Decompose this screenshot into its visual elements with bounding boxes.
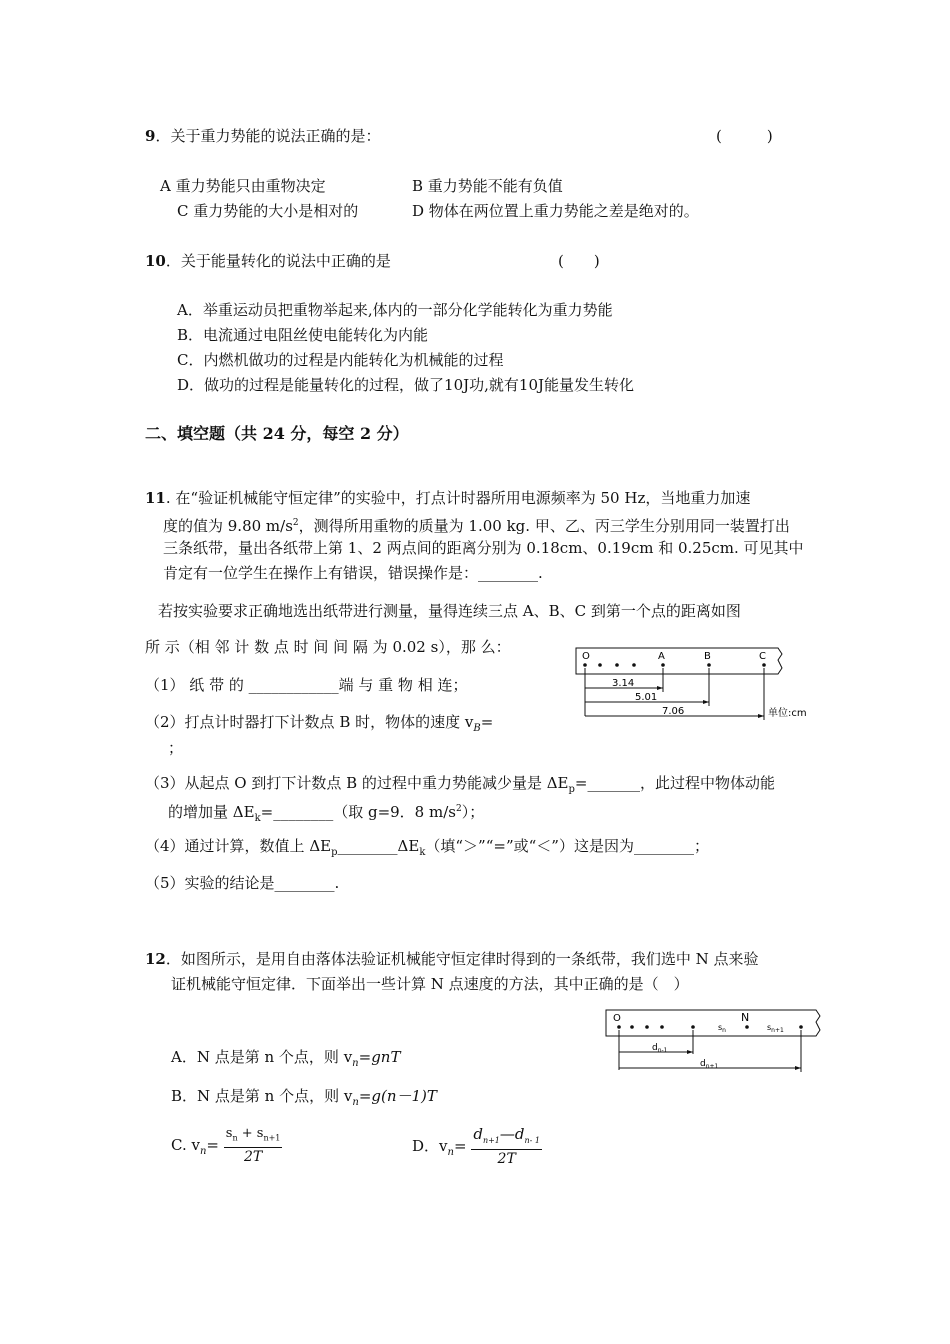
- subscript: n-1: [657, 1047, 668, 1054]
- q11-part3: [145, 773, 775, 800]
- arrowhead: [795, 1066, 801, 1070]
- q10-text: ．关于能量转化的说法中正确的是: [165, 252, 391, 270]
- q9-option-a: A 重力势能只由重物决定: [160, 177, 326, 195]
- numerator: [224, 1126, 283, 1148]
- num-plus-s: + s: [237, 1126, 264, 1141]
- denominator: 2T: [243, 1148, 263, 1165]
- q9-text: ．关于重力势能的说法正确的是：: [155, 127, 381, 145]
- q11-line1: [145, 488, 750, 508]
- q12-option-c-label: C. v: [171, 1135, 200, 1154]
- q11-part2-eq: =: [480, 713, 494, 731]
- arrowhead: [703, 700, 709, 704]
- q11-text-2b: ，测得所用重物的质量为 1.00 kg. 甲、乙、丙三学生分别用同一装置打出: [298, 517, 790, 535]
- dim-label-ab: 3.14: [612, 678, 635, 689]
- numerator: [471, 1126, 542, 1150]
- tape-dot: [615, 663, 619, 667]
- q9-stem: [145, 126, 380, 146]
- tape-dot: [660, 1025, 664, 1029]
- q11-line3: 三条纸带，量出各纸带上第 1、2 两点间的距离分别为 0.18cm、0.19cm 和 0.25cm. 可见其中: [163, 539, 804, 557]
- tape-dot: [583, 663, 587, 667]
- q11-part3-b: =_______，此过程中物体动能: [574, 774, 775, 792]
- arrowhead: [657, 686, 663, 690]
- q12-option-a-text: A．N 点是第 n 个点，则 v: [171, 1048, 353, 1066]
- q12-line2: 证机械能守恒定律．下面举出一些计算 N 点速度的方法，其中正确的是（ ）: [171, 975, 689, 993]
- superscript: 2: [292, 518, 299, 528]
- subscript: k: [419, 847, 426, 858]
- q12-option-d-label: D．v: [412, 1137, 448, 1155]
- d-letter: d: [652, 1043, 658, 1053]
- s-letter: s: [767, 1023, 772, 1032]
- label-sn: [718, 1023, 726, 1034]
- q10-option-a: A．举重运动员把重物举起来,体内的一部分化学能转化为重力势能: [177, 301, 613, 319]
- q11-part2-end: ；: [168, 739, 184, 757]
- subscript: n: [352, 1058, 359, 1069]
- tape-dot: [762, 663, 766, 667]
- q11-part4-b: ________ΔE: [337, 837, 420, 855]
- q12-option-d-fraction: [471, 1126, 542, 1168]
- tape-dot: [661, 663, 665, 667]
- num-minus-d: —d: [499, 1125, 525, 1143]
- paper-tape: [606, 1010, 820, 1036]
- q11-line4: 肯定有一位学生在操作上有错误，错误操作是：________.: [163, 564, 543, 582]
- q9-option-d: D 物体在两位置上重力势能之差是绝对的。: [412, 202, 699, 220]
- subscript: k: [254, 813, 261, 824]
- subscript: n- 1: [524, 1136, 540, 1145]
- arrowhead: [687, 1050, 693, 1054]
- q11-part4-c: （填“＞”“=”或“＜”）这是因为________；: [425, 837, 709, 855]
- subscript: n: [722, 1027, 726, 1034]
- subscript: n: [199, 1145, 207, 1157]
- q9-option-b: B 重力势能不能有负值: [412, 177, 563, 195]
- q11-part3-e: ）；: [461, 803, 485, 821]
- q11-text-1: . 在“验证机械能守恒定律”的实验中，打点计时器所用电源频率为 50 Hz，当地重力加速: [165, 489, 751, 507]
- q11-part5: （5）实验的结论是________.: [145, 874, 340, 892]
- q12-option-b-formula: =g(n－1)T: [358, 1087, 437, 1105]
- q12-option-b: [171, 1086, 437, 1113]
- section-title: 二、填空题（共 24 分，每空 2 分）: [145, 424, 409, 443]
- subscript: n: [447, 1147, 454, 1158]
- q11-part3-a: （3）从起点 O 到打下计数点 B 的过程中重力势能减少量是 ΔE: [145, 774, 569, 792]
- q12-tape-figure: [602, 1006, 827, 1076]
- label-dn+1: [700, 1059, 719, 1070]
- num-s: s: [225, 1126, 233, 1141]
- q11-part1: （1） 纸 带 的 ____________端 与 重 物 相 连；: [145, 676, 468, 694]
- q11-part3-line2: [168, 799, 484, 829]
- subscript: n+1: [705, 1063, 719, 1070]
- q11-tape-figure: [572, 644, 822, 726]
- q11-part2-text: （2）打点计时器打下计数点 B 时，物体的速度 v: [145, 713, 474, 731]
- label-c: C: [759, 651, 766, 662]
- subscript: n+1: [482, 1136, 500, 1145]
- subscript: n: [232, 1133, 238, 1143]
- paper-tape: [576, 648, 782, 674]
- q12-option-a: [171, 1047, 400, 1074]
- tape-dot: [630, 1025, 634, 1029]
- tape-dot: [799, 1025, 803, 1029]
- unit-label: 单位:cm: [768, 708, 807, 719]
- equals: =: [453, 1137, 467, 1155]
- subscript: n+1: [263, 1133, 281, 1143]
- q12-line1: [145, 949, 759, 969]
- q9-answer-paren: ( ): [716, 127, 773, 145]
- q9-number: 9: [145, 127, 156, 145]
- q11-line5: 若按实验要求正确地选出纸带进行测量，量得连续三点 A、B、C 到第一个点的距离如图: [158, 602, 741, 620]
- dim-label-ob: 5.01: [635, 692, 658, 703]
- q12-option-c-fraction: [224, 1126, 283, 1166]
- q11-number: 11: [145, 489, 166, 507]
- arrowhead: [758, 714, 764, 718]
- q12-option-b-text: B．N 点是第 n 个点，则 v: [171, 1087, 353, 1105]
- tape-dot: [707, 663, 711, 667]
- label-sn1: [767, 1023, 784, 1034]
- label-a: A: [658, 651, 665, 662]
- q11-part2: [145, 712, 493, 739]
- label-o: O: [582, 651, 590, 662]
- subscript: p: [331, 847, 338, 858]
- tape-dot: [745, 1025, 749, 1029]
- dim-label-oc: 7.06: [662, 706, 685, 717]
- num-d: d: [473, 1125, 483, 1143]
- q10-answer-paren: ( ): [558, 252, 600, 270]
- q11-line6: 所 示（相 邻 计 数 点 时 间 间 隔 为 0.02 s），那 么：: [145, 638, 511, 656]
- tape-dot: [632, 663, 636, 667]
- q10-stem: [145, 251, 391, 271]
- label-dn-1: [652, 1043, 668, 1054]
- q11-part4-a: （4）通过计算，数值上 ΔE: [145, 837, 332, 855]
- tape-dot: [645, 1025, 649, 1029]
- subscript: B: [473, 723, 481, 734]
- q10-option-c: C．内燃机做功的过程是内能转化为机械能的过程: [177, 351, 504, 369]
- superscript: 2: [455, 804, 462, 814]
- label-n: N: [741, 1011, 750, 1024]
- q11-text-2a: 度的值为 9.80 m/s: [163, 517, 293, 535]
- q11-part3-c: 的增加量 ΔE: [168, 803, 255, 821]
- q9-option-c: C 重力势能的大小是相对的: [177, 202, 359, 220]
- q12-option-a-formula: =gnT: [358, 1048, 401, 1066]
- q11-part3-d: =________（取 g=9．8 m/s: [260, 803, 456, 821]
- q11-part4: [145, 836, 709, 863]
- q10-number: 10: [145, 252, 166, 270]
- subscript: p: [568, 784, 575, 795]
- label-b: B: [704, 651, 711, 662]
- label-o: O: [613, 1013, 621, 1024]
- d-letter: d: [700, 1059, 706, 1069]
- q11-line2: [163, 513, 790, 536]
- tape-dot: [617, 1025, 621, 1029]
- q12-option-c: [171, 1126, 282, 1170]
- subscript: n+1: [771, 1027, 784, 1034]
- q12-text-1: ．如图所示，是用自由落体法验证机械能守恒定律时得到的一条纸带，我们选中 N 点来验: [165, 950, 759, 968]
- s-letter: s: [718, 1023, 723, 1032]
- subscript: n: [352, 1097, 359, 1108]
- q12-option-d: [412, 1126, 542, 1171]
- tape-dot: [691, 1025, 695, 1029]
- tape-dot: [598, 663, 602, 667]
- q10-option-d: D．做功的过程是能量转化的过程，做了10J功,就有10J能量发生转化: [177, 376, 634, 394]
- denominator: 2T: [497, 1151, 516, 1167]
- q10-option-b: B．电流通过电阻丝使电能转化为内能: [177, 326, 429, 344]
- equals: =: [206, 1135, 219, 1154]
- q12-number: 12: [145, 950, 166, 968]
